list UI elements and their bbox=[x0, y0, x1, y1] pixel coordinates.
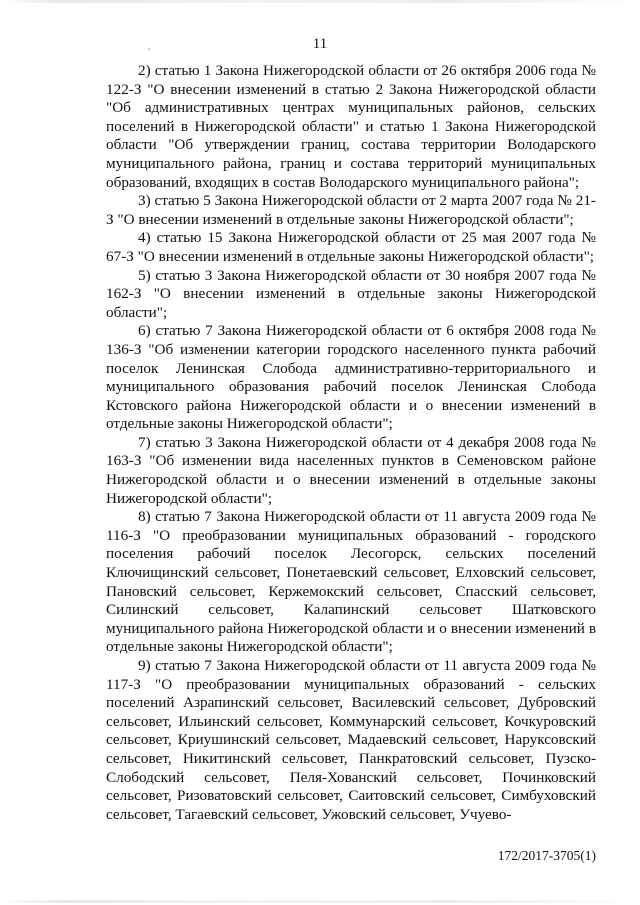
paragraph-item-5: 5) статью 3 Закона Нижегородской области от 30 ноября 2007 года № 162-З "О внесении изменений в отдельные законы Нижегородской области"; bbox=[106, 266, 596, 321]
page-number: 11 bbox=[312, 36, 328, 52]
document-code: 172/2017-3705(1) bbox=[497, 848, 596, 863]
document-body bbox=[106, 62, 596, 824]
paragraph-item-3: 3) статью 5 Закона Нижегородской области от 2 марта 2007 года № 21-З "О внесении изменений в отдельные законы Нижегородской области"; bbox=[106, 192, 596, 228]
paragraph-item-2: 2) статью 1 Закона Нижегородской области от 26 октября 2006 года № 122-З "О внесении изменений в статью 2 Закона Нижегородской области "Об административных центрах муниципальных районов, сельских поселений в Нижегородской области" и статью 1 Закона Нижегородской области "Об утверждении границ, состава территории Володарского муниципального района, границ и состава территорий муниципальных образований, входящих в состав Володарского муниципального района"; bbox=[106, 62, 596, 191]
paragraph-item-8: 8) статью 7 Закона Нижегородской области от 11 августа 2009 года № 116-З "О преобразовании муниципальных образований - городского поселения рабочий поселок Лесогорск, сельских поселений Ключищинский сельсовет, Понетаевский сельсовет, Елховский сельсовет, Пановский сельсовет, Кержемокский сельсовет, Спасский сельсовет, Силинский сельсовет, Калапинский сельсовет Шатковского муниципального района Нижегородской области и о внесении изменений в отдельные законы Нижегородской области"; bbox=[106, 508, 596, 656]
paragraph-item-9: 9) статью 7 Закона Нижегородской области от 11 августа 2009 года № 117-З "О преобразовании муниципальных образований - сельских поселений Азрапинский сельсовет, Василевский сельсовет, Дубровский сельсовет, Ильинский сельсовет, Коммунарский сельсовет, Кочкуровский сельсовет, Криушинский сельсовет, Мадаевский сельсовет, Наруксовский сельсовет, Никитинский сельсовет, Панкратовский сельсовет, Пузско-Слободский сельсовет, Пеля-Хованский сельсовет, Починковский сельсовет, Ризоватовский сельсовет, Саитовский сельсовет, Симбуховский сельсовет, Тагаевский сельсовет, Ужовский сельсовет, Учуево- bbox=[106, 657, 596, 823]
paragraph-item-4: 4) статью 15 Закона Нижегородской области от 25 мая 2007 года № 67-З "О внесении изменений в отдельные законы Нижегородской области"; bbox=[106, 229, 596, 265]
paragraph-item-6: 6) статью 7 Закона Нижегородской области от 6 октября 2008 года № 136-З "Об изменении категории городского населенного пункта рабочий поселок Ленинская Слобода административно-территориального и муниципального образования рабочий поселок Ленинская Слобода Кстовского района Нижегородской области и о внесении изменений в отдельные законы Нижегородской области"; bbox=[106, 322, 596, 433]
scan-edge-top bbox=[0, 0, 640, 3]
scan-edge-bottom bbox=[0, 900, 640, 903]
paragraph-item-7: 7) статью 3 Закона Нижегородской области от 4 декабря 2008 года № 163-З "Об изменении вида населенных пунктов в Семеновском районе Нижегородской области и о внесении изменений в отдельные законы Нижегородской области"; bbox=[106, 433, 596, 507]
scan-speck bbox=[148, 48, 150, 50]
